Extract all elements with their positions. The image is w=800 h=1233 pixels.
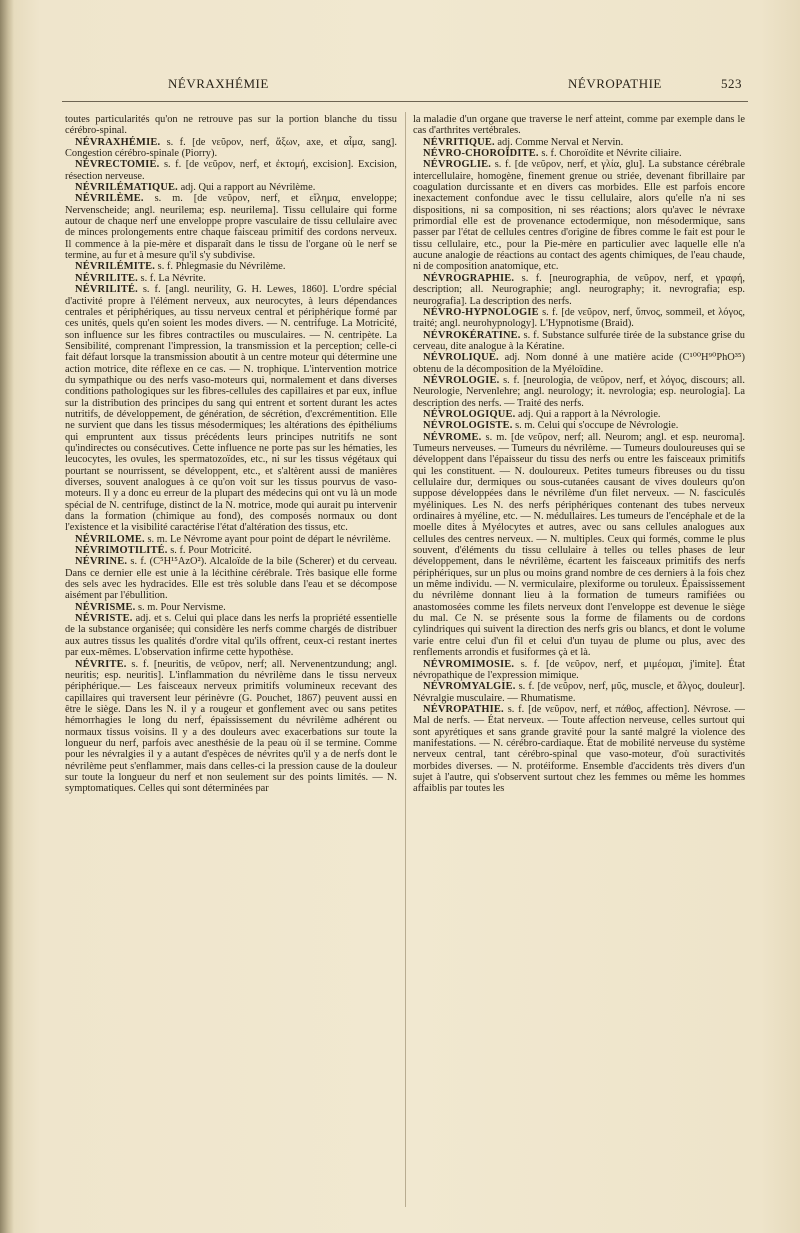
dictionary-entry bbox=[413, 137, 745, 148]
entry-definition: s. f. [de νεῦρον, nerf, μῦς, muscle, et ἄλγος, douleur]. Névralgie musculaire. — Rhumatisme. bbox=[413, 681, 745, 704]
entry-definition: s. f. Pour Motricité. bbox=[170, 545, 252, 557]
dictionary-entry bbox=[413, 159, 745, 272]
dictionary-entry bbox=[65, 613, 397, 658]
entry-definition: s. f. [de νεῦρον, nerf, et γλία, glu]. La substance cérébrale intercellulaire, homogène, finement grenue ou striée, devenant fibrillaire par coagulation durcissante et en divers cas morbides. Elle est parfois encore inexactement confondue avec le tissu cellulaire, alors qu'elle n'a ni ses dispositions, ni sa composition, ni ses réactions; alors qu'avec le névraxe primordial elle est de provenance ectodermique, non mésodermique, sans passer par l'état de cellules centres d'origine de fibres comme le fait est pour le tissu cellulaire, etc., pour la Pie-mère en particulier avec laquelle elle n'a aucune analogie de réactions au contact des agents chimiques, de l'eau chaude, ni de composition anatomique, etc. bbox=[413, 159, 745, 273]
entry-definition: s. f. [de νεῦρον, nerf, et ἐκτομή, excision]. Excision, résection nerveuse. bbox=[65, 159, 397, 182]
right-column bbox=[413, 114, 745, 1219]
entry-definition: s. f. [de νεῦρον, nerf, et πάθος, affection]. Névrose. — Mal de nerfs. — État nerveux. — Toute affection nerveuse, celles surtout qui sont apyrétiques et sans grande gravité pour la santé malgré la violence des manifestations. — N. cérébro-cardiaque. État de mobilité nerveuse du système nerveux central, tant cérébro-spinal que vaso-moteur, d'où suractivités morbides diverses. — N. protéiforme. Ensemble d'accidents très divers d'un sujet à l'autre, qui s'observent surtout chez les femmes ou même les hommes affaiblis par toutes les bbox=[413, 703, 745, 795]
entry-definition: toutes particularités qu'on ne retrouve pas sur la portion blanche du tissu cérébro-spinal. bbox=[65, 114, 397, 137]
entry-headword: NÉVRITE. bbox=[75, 658, 127, 670]
header-left-title: NÉVRAXHÉMIE bbox=[168, 76, 269, 91]
entry-headword: NÉVRILÉMITE. bbox=[75, 261, 156, 273]
entry-headword: NÉVRAXHÉMIE. bbox=[75, 136, 161, 148]
dictionary-entry bbox=[65, 193, 397, 261]
dictionary-entry bbox=[65, 602, 397, 613]
entry-headword: NÉVRO-HYPNOLOGIE bbox=[423, 306, 539, 318]
dictionary-entry bbox=[65, 137, 397, 160]
dictionary-entry bbox=[413, 704, 745, 795]
entry-definition: s. f. Substance sulfurée tirée de la substance grise du cerveau, dite analogue à la Kératine. bbox=[413, 329, 745, 352]
dictionary-entry bbox=[65, 545, 397, 556]
entry-definition: s. f. [neurographia, de νεῦρον, nerf, et γραφή, description; all. Neurographie; angl. neurography; it. nevrografia; esp. neurografia]. La description des nerfs. bbox=[413, 272, 745, 307]
dictionary-entry bbox=[65, 261, 397, 272]
entry-definition: s. f. [de νεῦρον, nerf, ἄξων, axe, et αἷμα, sang]. Congestion cérébro-spinale (Piorry). bbox=[65, 136, 397, 160]
dictionary-entry bbox=[413, 659, 745, 682]
dictionary-entry bbox=[413, 409, 745, 420]
dictionary-entry bbox=[413, 114, 745, 137]
entry-headword: NÉVRISTE. bbox=[75, 613, 133, 625]
dictionary-entry bbox=[413, 148, 745, 159]
entry-headword: NÉVRISME. bbox=[75, 601, 136, 613]
entry-headword: NÉVROMIMOSIE. bbox=[423, 658, 515, 670]
header-right-title: NÉVROPATHIE bbox=[568, 76, 662, 91]
running-header bbox=[60, 76, 750, 96]
column-divider bbox=[405, 112, 406, 1207]
dictionary-entry bbox=[65, 182, 397, 193]
entry-headword: NÉVROPATHIE. bbox=[423, 703, 504, 715]
entry-headword: NÉVROLIQUE. bbox=[423, 352, 499, 364]
entry-headword: NÉVROLOGIQUE. bbox=[423, 408, 516, 420]
dictionary-entry bbox=[65, 556, 397, 601]
entry-headword: NÉVRILÉMATIQUE. bbox=[75, 182, 178, 194]
entry-headword: NÉVROKÉRATINE. bbox=[423, 329, 521, 341]
entry-definition: s. m. Pour Nervisme. bbox=[138, 601, 226, 613]
dictionary-entry bbox=[65, 273, 397, 284]
dictionary-entry bbox=[65, 659, 397, 795]
entry-headword: NÉVROMYALGIE. bbox=[423, 681, 516, 693]
dictionary-entry bbox=[413, 273, 745, 307]
entry-headword: NÉVRILITÉ. bbox=[75, 284, 138, 296]
entry-definition: s. m. [de νεῦρον, nerf; all. Neurom; angl. et esp. neuroma]. Tumeurs nerveuses. — Tumeurs du névrilème. — Tumeurs douloureuses qui se développent dans l'épaisseur du tissu des nerfs ou entre les faisceaux primitifs qui les constituent. — N. douloureux. Petites tumeurs fibreuses ou du tissu cellulaire dur, dermiques ou sous-cutanées causant de vives douleurs qu'on suppose développées dans le névrilème d'un filet nerveux. — N. fasciculés myéliniques. Les N. des nerfs périphériques contenant des tubes nerveux ordinaires à myéline, etc. — N. médullaires. Les tumeurs de l'encéphale et de la moelle dites à Myélocytes et autres, avec ou sans cellules analogues aux cellules des centres nerveux. — N. multiples. Ceux qui formés, comme le plus souvent, d'éléments du tissu cellulaire à telles ou telles phases de leur développement, dans le névrilème, écartent les faisceaux primitifs des nerfs périphériques, sur un plus ou moins grand nombre de ces derniers à la fois chez un même individu. — N. vermiculaire, plexiforme ou toruleux. Épaississement du névrilème donnant lieu à la formation de tumeurs ramifiées ou anastomosées comme les filets nerveux dont l'enveloppe est devenue le siège du mal. Ce N. se présente sous la forme de filaments ou de cordons cylindriques qui suivent la direction des nerfs gris ou blancs, et dont le volume varie entre celui d'un fil et celui d'un tuyau de plume ou plus, avec des renflements arrondis et fusiformes çà et là. bbox=[413, 431, 745, 659]
entry-headword: NÉVRO-CHOROÏDITE. bbox=[423, 148, 539, 160]
dictionary-entry bbox=[413, 432, 745, 659]
dictionary-entry bbox=[413, 352, 745, 375]
entry-headword: NÉVROME. bbox=[423, 431, 482, 443]
entry-definition: adj. Comme Nerval et Nervin. bbox=[497, 136, 624, 148]
dictionary-entry bbox=[413, 375, 745, 409]
entry-headword: NÉVROGLIE. bbox=[423, 159, 492, 171]
entry-headword: NÉVRILITE. bbox=[75, 272, 138, 284]
entry-definition: s. f. [de νεῦρον, nerf, et μιμέομαι, j'imite]. État névropathique de l'expression mimique. bbox=[413, 658, 745, 681]
entry-definition: la maladie d'un organe que traverse le nerf atteint, comme par exemple dans le cas d'arthrites vertébrales. bbox=[413, 114, 745, 137]
entry-definition: s. f. [neurologia, de νεῦρον, nerf, et λόγος, discours; all. Neurologie, Nervenlehre; angl. neurology; it. nevrologia; esp. neurologia]. La description des nerfs. — Traité des nerfs. bbox=[413, 374, 745, 409]
entry-definition: s. m. [de νεῦρον, nerf, et εἴλημα, enveloppe; Nervenscheide; angl. neurilema; esp. neurilema]. Tissu cellulaire qui forme autour de chaque nerf une enveloppe propre vasculaire de tissu cellulaire avec de minces prolongements entre chaque faisceau primitif des cordons nerveux. Il commence à la pie-mère et disparaît dans le tissu de l'organe où le nerf se termine, au fur et à mesure qu'il s'y subdivise. bbox=[65, 193, 397, 262]
entry-headword: NÉVROLOGIE. bbox=[423, 374, 500, 386]
header-rule bbox=[62, 101, 748, 102]
entry-headword: NÉVRIMOTILITÉ. bbox=[75, 545, 168, 557]
entry-definition: s. f. [de νεῦρον, nerf, ὕπνος, sommeil, et λόγος, traité; angl. neurohypnology]. L'Hypnotisme (Braid). bbox=[413, 306, 745, 330]
dictionary-entry bbox=[413, 307, 745, 330]
entry-definition: s. m. Le Névrome ayant pour point de départ le névrilème. bbox=[147, 533, 391, 545]
entry-headword: NÉVRITIQUE. bbox=[423, 136, 495, 148]
entry-definition: s. f. La Névrite. bbox=[140, 272, 206, 284]
entry-definition: s. m. Celui qui s'occupe de Névrologie. bbox=[515, 420, 679, 432]
dictionary-entry bbox=[413, 681, 745, 704]
entry-headword: NÉVRILÈME. bbox=[75, 193, 144, 205]
entry-definition: adj. Qui a rapport à la Névrologie. bbox=[518, 408, 661, 420]
entry-definition: s. f. Choroïdite et Névrite ciliaire. bbox=[541, 148, 682, 160]
entry-definition: adj. Nom donné à une matière acide (C¹⁰⁰H⁹⁰PhO³⁵) obtenu de la décomposition de la Myéloïdine. bbox=[413, 352, 745, 375]
dictionary-entry bbox=[65, 114, 397, 137]
entry-headword: NÉVRINE. bbox=[75, 556, 128, 568]
entry-definition: s. f. [neuritis, de νεῦρον, nerf; all. Nervenentzundung; angl. neuritis; esp. neuritis]. L'inflammation du névrilème dans le tissu nerveux périphérique.— Les faisceaux nerveux primitifs volumineux recevant des capillaires qui traversent leur périnèvre (G. Pouchet, 1867) peuvent aussi en être le siège. Dans les N. il y a rougeur et gonflement avec ou sans petites hémorrhagies le long du nerf, épaississement du névrilème adhérent ou normaux tissus voisins. Il y a des douleurs avec exacerbations sur toute la longueur du nerf, parfois avec anesthésie de la peau où il se termine. Comme pour les névralgies il y a autant d'espèces de névrites qu'il y a de nerfs dont le névrilème peut s'enflammer, mais dans celles-ci la pression cause de la douleur sur toute la longueur du nerf et non seulement sur des points limités. — N. symptomatiques. Celles qui sont déterminées par bbox=[65, 658, 397, 795]
entry-definition: s. f. [angl. neurility, G. H. Lewes, 1860]. L'ordre spécial d'activité propre à l'élément nerveux, aux neurocytes, à leurs dépendances centrales et périphériques, au tissu nerveux central et périphérique formé par ces unités, quels qu'en soient les modes divers. — N. centrifuge. La Motricité, son influence sur les fibres contractiles ou musculaires. — N. centripète. La Sensibilité, comprenant l'impression, la transmission et la perception; celle-ci fait défaut lorsque la transmission aboutit à un centre moteur qui détermine une action motrice, dite réflexe en ce cas. — N. trophique. L'intervention motrice du sympathique ou des nerfs vaso-moteurs qui, normalement et dans diverses conditions pathologiques sur les fibres-cellules des capillaires et par eux, influe sur la distribution des principes du sang qui entrent et sortent durant les actes nutritifs, de développement, de génération, de sécrétion, d'excrémentition. Elle ne survient que dans les tissus mésodermiques; les altérations des épithéliums qui empruntent aux tissus précédents leurs principes nutritifs ne sont qu'indirectes ou consécutives. Cette influence ne porte pas sur les hématies, les leucocytes, les ovules, les spermatozoïdes, etc., ni sur les tissus végétaux qui pourtant se nourrissent, se développent, etc., et s'altèrent aussi de manières diverses, souvent analogues à ce qu'on voit sur les tissus pourvus de vaso-moteurs. Il y a donc eu erreur de la plupart des médecins qui ont vu là un mode spécial de N. centrifuge, distinct de la N. motrice, mode qui aurait pu intervenir dans la formation (chimique au fond), des composés normaux ou dont l'existence et la visibilité caractérise l'état d'altération des tissus, etc. bbox=[65, 284, 397, 534]
entry-headword: NÉVRILOME. bbox=[75, 533, 145, 545]
dictionary-entry bbox=[65, 159, 397, 182]
entry-headword: NÉVROGRAPHIE. bbox=[423, 272, 515, 284]
entry-definition: s. f. Phlegmasie du Névrilème. bbox=[157, 261, 286, 273]
page-spine-shadow bbox=[0, 0, 14, 1233]
entry-headword: NÉVRECTOMIE. bbox=[75, 159, 160, 171]
dictionary-entry bbox=[413, 330, 745, 353]
entry-definition: adj. Qui a rapport au Névrilème. bbox=[180, 182, 316, 194]
dictionary-entry bbox=[65, 284, 397, 534]
left-column bbox=[65, 114, 397, 1219]
page-number: 523 bbox=[721, 76, 742, 91]
entry-definition: adj. et s. Celui qui place dans les nerfs la propriété essentielle de la substance organisée; qui considère les nerfs comme chargés de distribuer aux autres tissus les qualités d'ordre vital qu'ils offrent, ceux-ci restant inertes par eux-mêmes. L'observation infirme cette hypothèse. bbox=[65, 613, 397, 659]
entry-definition: s. f. (C⁵H¹⁵AzO²). Alcaloïde de la bile (Scherer) et du cerveau. Dans ce dernier elle est unie à la lécithine cérébrale. Très basique elle forme des sels avec les hydracides. Elle est très soluble dans l'eau et se décompose aisément par l'ébullition. bbox=[65, 556, 397, 602]
dictionary-entry bbox=[413, 420, 745, 431]
dictionary-entry bbox=[65, 534, 397, 545]
entry-headword: NÉVROLOGISTE. bbox=[423, 420, 513, 432]
